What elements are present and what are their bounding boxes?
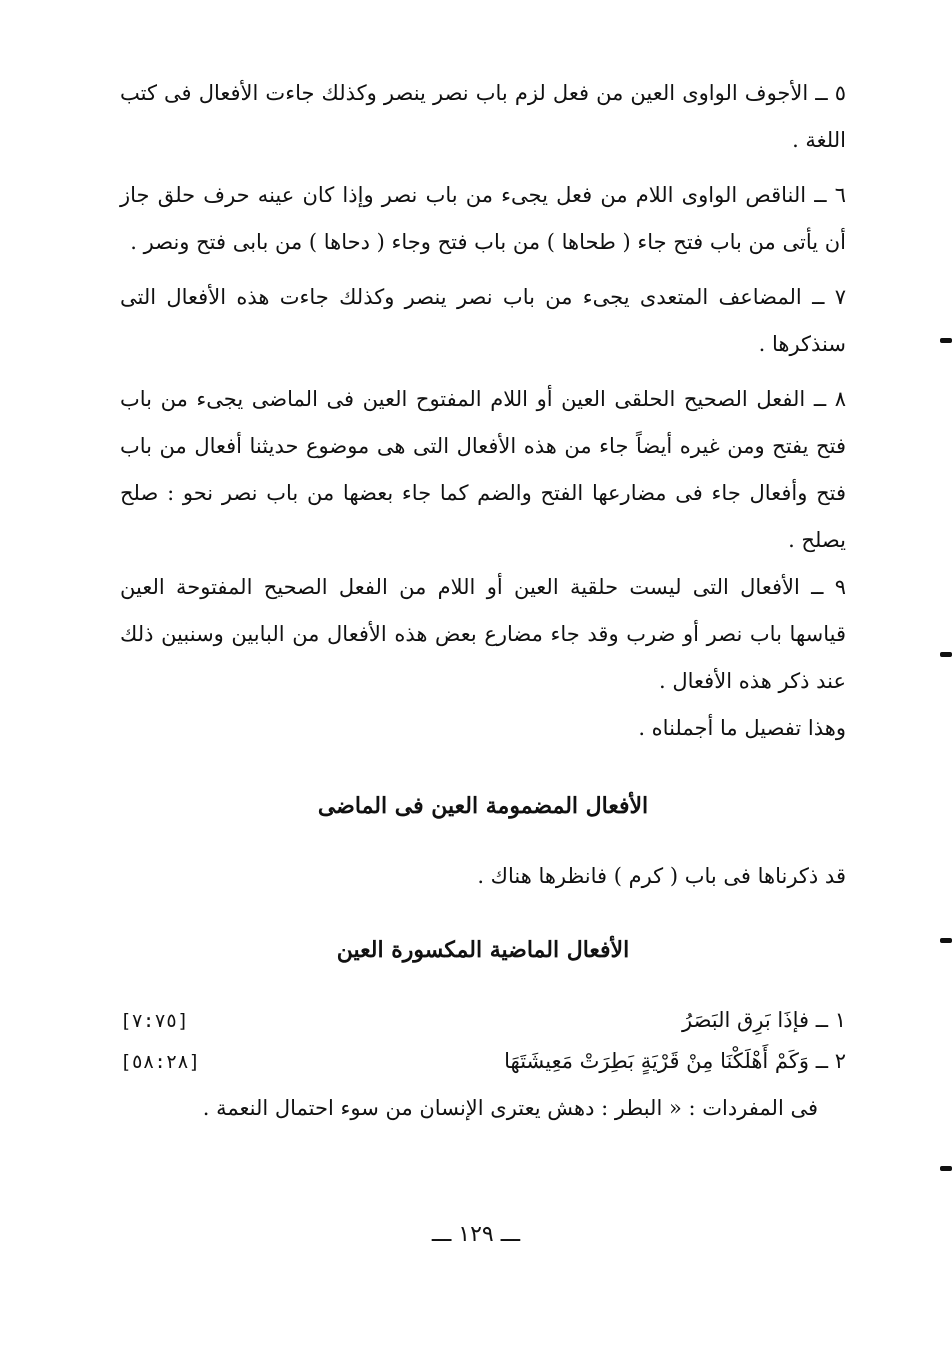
section-heading-kasra: الأفعال الماضية المكسورة العين [336,937,630,963]
paragraph-7: ٧ ــ المضاعف المتعدى يجىء من باب نصر ينصر وكذلك جاءت هذه الأفعال التى سنذكرها . [120,285,846,356]
verse-row [120,1000,846,1041]
paragraph-5: ٥ ــ الأجوف الواوى العين من فعل لزم باب نصر ينصر وكذلك جاءت الأفعال فى كتب اللغة . [120,81,846,152]
paragraph-9: ٩ ــ الأفعال التى ليست حلقية العين أو اللام من الفعل الصحيح المفتوحة العين قياسها باب نصر أو ضرب وقد جاء مضارع بعض هذه الأفعال من البابين وسنبين ذلك عند ذكر هذه الأفعال . [120,575,846,693]
summary-line: وهذا تفصيل ما أجملناه . [638,716,846,740]
page-body [120,70,846,1128]
scan-edge-mark [940,938,952,943]
verse-row [120,1041,846,1082]
scan-edge-mark [940,338,952,343]
verse-text: ٢ ــ وَكَمْ أَهْلَكْنَا مِنْ قَرْيَةٍ بَطِرَتْ مَعِيشَتَهَا [504,1049,846,1073]
scan-edge-mark [940,1166,952,1171]
verse-text: ١ ــ فإذَا بَرِق البَصَرُ [681,1008,846,1032]
paragraph-6: ٦ ــ الناقص الواوى اللام من فعل يجىء من باب نصر وإذا كان عينه حرف حلق جاز أن يأتى من باب فتح جاء ( طحاها ) من باب فتح وجاء ( دحاها ) من بابى فتح ونصر . [120,183,846,254]
page-number: ـــ ١٢٩ ـــ [431,1222,521,1247]
verse-reference: [٧:٧٥] [120,1010,189,1032]
paragraph-8: ٨ ــ الفعل الصحيح الحلقى العين أو اللام المفتوح العين فى الماضى يجىء من باب فتح يفتح ومن غيره أيضاً جاء من هذه الأفعال التى هى موضوع حديثنا أفعال من باب فتح وأفعال جاء فى مضارعها الفتح والضم كما جاء بعضها من باب نصر نحو : صلح يصلح . [120,387,846,552]
scan-edge-mark [940,652,952,657]
vocabulary-note: فى المفردات : « البطر : دهش يعترى الإنسان من سوء احتمال النعمة . [202,1096,818,1120]
section-heading-damma: الأفعال المضمومة العين فى الماضى [317,793,649,819]
verse-reference: [٥٨:٢٨] [120,1051,201,1073]
section-note: قد ذكرناها فى باب ( كرم ) فانظرها هناك . [477,864,846,888]
